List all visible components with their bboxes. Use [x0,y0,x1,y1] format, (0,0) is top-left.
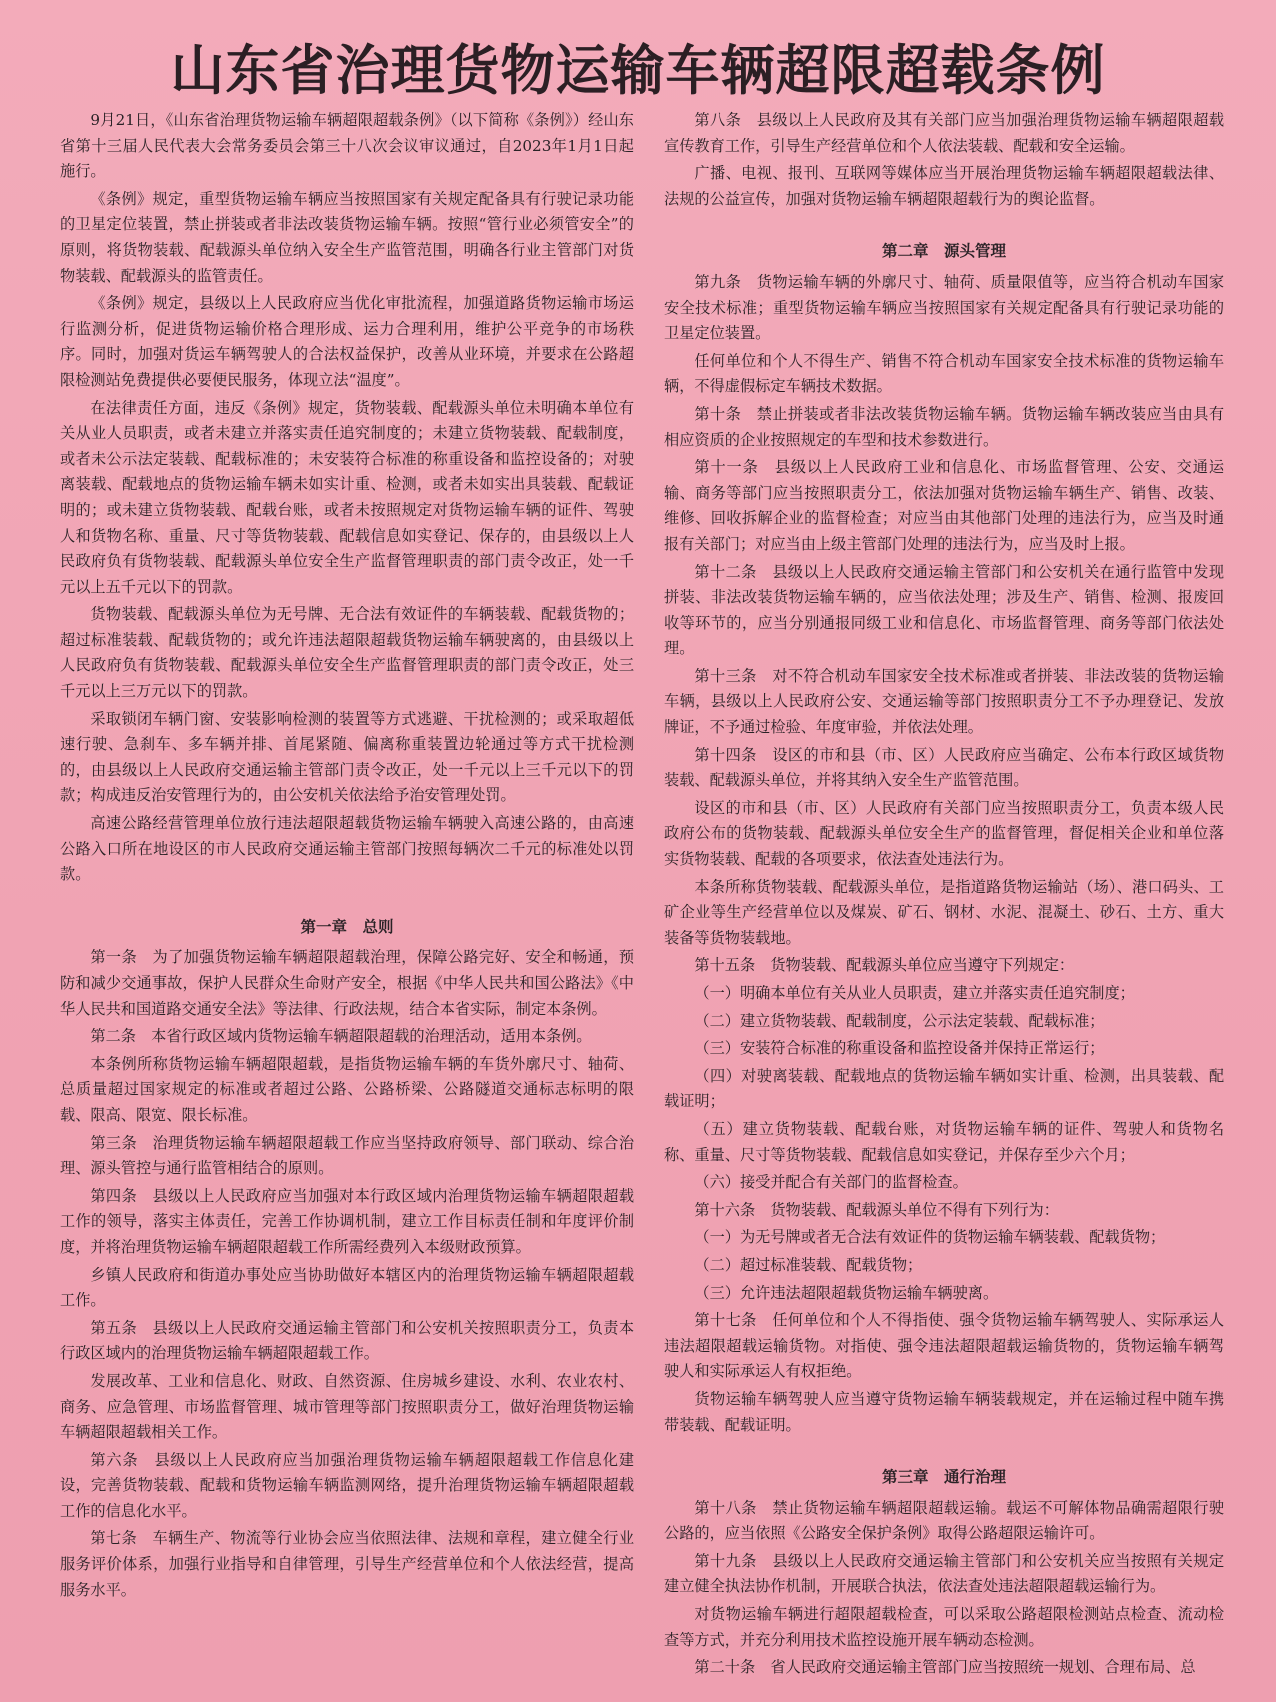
article-paragraph: 第十四条 设区的市和县（市、区）人民政府应当确定、公布本行政区域货物装载、配载源头单位，并将其纳入安全生产监管范围。 [664,745,1224,790]
article-paragraph: 第十五条 货物装载、配载源头单位应当遵守下列规定： [694,956,1075,975]
article-paragraph: 发展改革、工业和信息化、财政、自然资源、住房城乡建设、水利、农业农村、商务、应急管理、市场监督管理、城市管理等部门按照职责分工，做好治理货物运输车辆超限超载相关工作。 [60,1371,634,1442]
article-paragraph: 第七条 车辆生产、物流等行业协会应当依照法律、法规和章程，建立健全行业服务评价体系，加强行业指导和自律管理，引导生产经营单位和个人依法经营，提高服务水平。 [60,1529,634,1599]
article-paragraph: 第十三条 对不符合机动车国家安全技术标准或者拼装、非法改装的货物运输车辆，县级以上人民政府公安、交通运输等部门按照职责分工不予办理登记、发放牌证，不予通过检验、年度审验，并依法处理。 [664,666,1224,737]
article-paragraph: 乡镇人民政府和街道办事处应当协助做好本辖区内的治理货物运输车辆超限超载工作。 [60,1265,634,1310]
article-paragraph: 第二条 本省行政区域内货物运输车辆超限超载的治理活动，适用本条例。 [90,1027,592,1046]
article-paragraph: 第一条 为了加强货物运输车辆超限超载治理，保障公路完好、安全和畅通，预防和减少交通事故，保护人民群众生命财产安全，根据《中华人民共和国公路法》《中华人民共和国道路交通安全法》等法律、行政法规，结合本省实际，制定本条例。 [60,948,634,1018]
article-paragraph: 第十九条 县级以上人民政府交通运输主管部门和公安机关应当按照有关规定建立健全执法协作机制，开展联合执法，依法查处违法超限超载运输行为。 [664,1551,1224,1596]
chapter-heading: 第二章 源头管理 [881,241,1006,261]
article-paragraph: 第十二条 县级以上人民政府交通运输主管部门和公安机关在通行监管中发现拼装、非法改装货物运输车辆的，应当依法处理；涉及生产、销售、检测、报废回收等环节的，应当分别通报同级工业和信息化、市场监督管理、商务等部门依法处理。 [664,562,1224,658]
article-paragraph: 第九条 货物运输车辆的外廓尺寸、轴荷、质量限值等，应当符合机动车国家安全技术标准；重型货物运输车辆应当按照国家有关规定配备具有行驶记录功能的卫星定位装置。 [664,272,1224,343]
article-paragraph: 第三条 治理货物运输车辆超限超载工作应当坚持政府领导、部门联动、综合治理、源头管控与通行监管相结合的原则。 [60,1133,634,1178]
article-paragraph: 任何单位和个人不得生产、销售不符合机动车国家安全技术标准的货物运输车辆，不得虚假标定车辆技术数据。 [664,351,1224,396]
list-item: （六）接受并配合有关部门的监督检查。 [694,1173,968,1192]
article-paragraph: 第十一条 县级以上人民政府工业和信息化、市场监督管理、公安、交通运输、商务等部门应当按照职责分工，依法加强对货物运输车辆生产、销售、改装、维修、回收拆解企业的监督检查；对应当由其他部门处理的违法行为，应当及时通报有关部门；对应当由上级主管部门处理的违法行为，应当及时上报。 [664,458,1224,553]
article-paragraph: 货物运输车辆驾驶人应当遵守货物运输车辆装载规定，并在运输过程中随车携带装载、配载证明。 [664,1389,1224,1434]
list-item: （一）为无号牌或者无合法有效证件的货物运输车辆装载、配载货物； [694,1228,1166,1247]
chapter-heading: 第三章 通行治理 [881,1467,1006,1487]
page-title: 山东省治理货物运输车辆超限超载条例 [170,39,1106,102]
article-paragraph: 第十七条 任何单位和个人不得指使、强令货物运输车辆驾驶人、实际承运人违法超限超载运输货物。对指使、强令违法超限超载运输货物的，货物运输车辆驾驶人和实际承运人有权拒绝。 [664,1311,1224,1381]
article-paragraph: 第十八条 禁止货物运输车辆超限超载运输。载运不可解体物品确需超限行驶公路的，应当依照《公路安全保护条例》取得公路超限运输许可。 [664,1498,1224,1543]
list-item: （四）对驶离装载、配载地点的货物运输车辆如实计重、检测，出具装载、配载证明； [664,1066,1224,1111]
list-item: （五）建立货物装载、配载台账，对货物运输车辆的证件、驾驶人和货物名称、重量、尺寸等货物装载、配载信息如实登记，并保存至少六个月； [664,1119,1224,1164]
article-paragraph: 本条所称货物装载、配载源头单位，是指道路货物运输站（场）、港口码头、工矿企业等生产经营单位以及煤炭、矿石、钢材、水泥、混凝土、砂石、土方、重大装备等货物装载地。 [664,877,1224,947]
article-paragraph: 本条例所称货物运输车辆超限超载，是指货物运输车辆的车货外廓尺寸、轴荷、总质量超过国家规定的标准或者超过公路、公路桥梁、公路隧道交通标志标明的限载、限高、限宽、限长标准。 [60,1054,634,1124]
article-paragraph: 设区的市和县（市、区）人民政府有关部门应当按照职责分工，负责本级人民政府公布的货物装载、配载源头单位安全生产的监督管理，督促相关企业和单位落实货物装载、配载的各项要求，依法查处违法行为。 [664,798,1224,869]
article-paragraph: 第五条 县级以上人民政府交通运输主管部门和公安机关按照职责分工，负责本行政区域内的治理货物运输车辆超限超载工作。 [60,1318,634,1363]
intro-paragraph: 在法律责任方面，违反《条例》规定，货物装载、配载源头单位未明确本单位有关从业人员职责，或者未建立并落实责任追究制度的；未建立货物装载、配载制度，或者未公示法定装载、配载标准的；未安装符合标准的称重设备和监控设备的；对驶离装载、配载地点的货物运输车辆未如实计重、检测，或者未如实出具装载、配载证明的；或未建立货物装载、配载台账，或者未按照规定对货物运输车辆的证件、驾驶人和货物名称、重量、尺寸等货物装载、配载信息如实登记、保存的，由县级以上人民政府负有货物装载、配载源头单位安全生产监督管理职责的部门责令改正，处一千元以上五千元以下的罚款。 [60,398,634,596]
article-paragraph: 第二十条 省人民政府交通运输主管部门应当按照统一规划、合理布局、总 [694,1658,1196,1677]
right-column [664,108,1224,1692]
intro-paragraph: 《条例》规定，县级以上人民政府应当优化审批流程，加强道路货物运输市场运行监测分析，促进货物运输价格合理形成、运力合理利用，维护公平竞争的市场秩序。同时，加强对货运车辆驾驶人的合法权益保护，改善从业环境，并要求在公路超限检测站免费提供必要便民服务，体现立法“温度”。 [60,294,634,389]
article-paragraph: 第八条 县级以上人民政府及其有关部门应当加强治理货物运输车辆超限超载宣传教育工作，引导生产经营单位和个人依法装载、配载和安全运输。 [664,111,1224,155]
list-item: （二）超过标准装载、配载货物； [694,1255,923,1274]
intro-paragraph: 《条例》规定，重型货物运输车辆应当按照国家有关规定配备具有行驶记录功能的卫星定位装置，禁止拼装或者非法改装货物运输车辆。按照“管行业必须管安全”的原则，将货物装载、配载源头单位纳入安全生产监管范围，明确各行业主管部门对货物装载、配载源头的监管责任。 [60,189,634,285]
article-paragraph: 第十六条 货物装载、配载源头单位不得有下列行为： [694,1200,1059,1219]
article-paragraph: 对货物运输车辆进行超限超载检查，可以采取公路超限检测站点检查、流动检查等方式，并充分利用技术监控设施开展车辆动态检测。 [664,1605,1224,1649]
article-paragraph: 第六条 县级以上人民政府应当加强治理货物运输车辆超限超载工作信息化建设，完善货物装载、配载和货物运输车辆监测网络，提升治理货物运输车辆超限超载工作的信息化水平。 [60,1450,634,1520]
article-paragraph: 第四条 县级以上人民政府应当加强对本行政区域内治理货物运输车辆超限超载工作的领导，落实主体责任，完善工作协调机制，建立工作目标责任制和年度评价制度，并将治理货物运输车辆超限超载工作所需经费列入本级财政预算。 [60,1186,634,1256]
left-column [60,108,634,1692]
list-item: （三）安装符合标准的称重设备和监控设备并保持正常运行； [694,1039,1105,1058]
intro-paragraph: 高速公路经营管理单位放行违法超限超载货物运输车辆驶入高速公路的，由高速公路入口所在地设区的市人民政府交通运输主管部门按照每辆次二千元的标准处以罚款。 [60,814,634,884]
list-item: （二）建立货物装载、配载制度，公示法定装载、配载标准； [694,1011,1105,1030]
article-paragraph: 第十条 禁止拼装或者非法改装货物运输车辆。货物运输车辆改装应当由具有相应资质的企业按照规定的车型和技术参数进行。 [664,404,1224,449]
chapter-heading: 第一章 总则 [300,916,394,936]
intro-paragraph: 采取锁闭车辆门窗、安装影响检测的装置等方式逃避、干扰检测的；或采取超低速行驶、急刹车、多车辆并排、首尾紧随、偏离称重装置边轮通过等方式干扰检测的，由县级以上人民政府交通运输主管部门责令改正，处一千元以上三千元以下的罚款；构成违反治安管理行为的，由公安机关依法给予治安管理处罚。 [60,709,634,805]
article-paragraph: 广播、电视、报刊、互联网等媒体应当开展治理货物运输车辆超限超载法律、法规的公益宣传，加强对货物运输车辆超限超载行为的舆论监督。 [664,164,1224,208]
intro-paragraph: 货物装载、配载源头单位为无号牌、无合法有效证件的车辆装载、配载货物的；超过标准装载、配载货物的；或允许违法超限超载货物运输车辆驶离的，由县级以上人民政府负有货物装载、配载源头单位安全生产监督管理职责的部门责令改正，处三千元以上三万元以下的罚款。 [60,605,634,701]
intro-paragraph: 9月21日，《山东省治理货物运输车辆超限超载条例》（以下简称《条例》）经山东省第十三届人民代表大会常务委员会第三十八次会议审议通过，自2023年1月1日起施行。 [60,111,634,181]
list-item: （一）明确本单位有关从业人员职责，建立并落实责任追究制度； [694,984,1135,1002]
list-item: （三）允许违法超限超载货物运输车辆驶离。 [694,1283,999,1302]
